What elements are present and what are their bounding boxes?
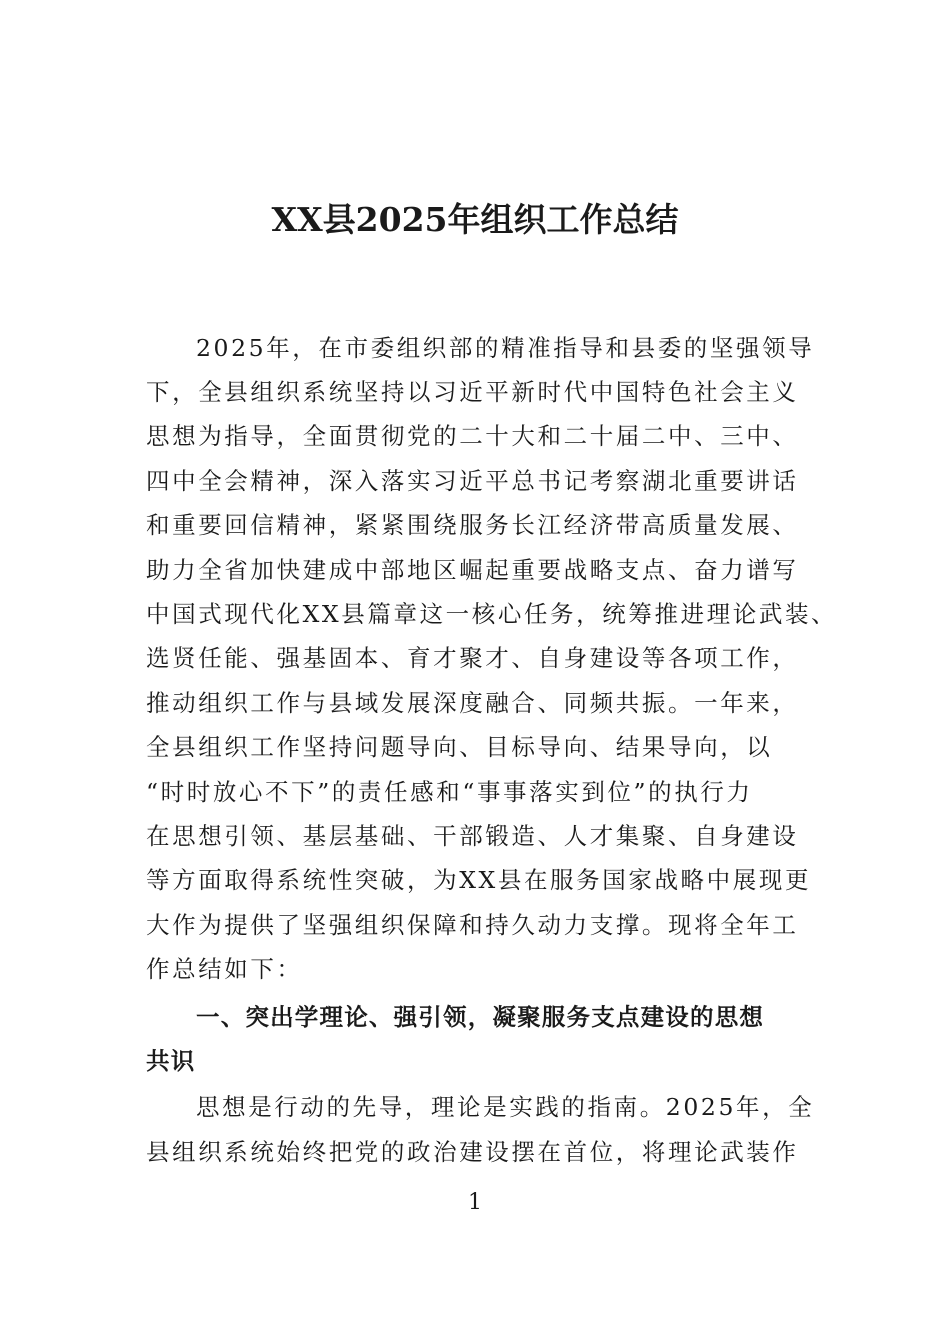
intro-line: 大作为提供了坚强组织保障和持久动力支撑。现将全年工 — [146, 911, 799, 939]
intro-line: 下，全县组织系统坚持以习近平新时代中国特色社会主义 — [146, 378, 799, 406]
intro-line: 作总结如下： — [146, 955, 303, 983]
intro-line: 助力全省加快建成中部地区崛起重要战略支点、奋力谱写 — [146, 556, 799, 584]
intro-line: 等方面取得系统性突破，为XX县在服务国家战略中展现更 — [146, 866, 812, 894]
intro-line: 四中全会精神，深入落实习近平总书记考察湖北重要讲话 — [146, 467, 799, 495]
intro-line: 2025年，在市委组织部的精准指导和县委的坚强领导 — [196, 334, 815, 362]
intro-line: 在思想引领、基层基础、干部锻造、人才集聚、自身建设 — [146, 822, 799, 850]
section-body-line: 思想是行动的先导，理论是实践的指南。2025年，全 — [196, 1093, 815, 1121]
intro-line: 思想为指导，全面贯彻党的二十大和二十届二中、三中、 — [146, 422, 799, 450]
document-title: XX县2025年组织工作总结 — [271, 200, 679, 239]
intro-line: 选贤任能、强基固本、育才聚才、自身建设等各项工作， — [146, 644, 799, 672]
section-heading-line: 一、突出学理论、强引领，凝聚服务支点建设的思想 — [196, 1003, 765, 1031]
section-heading-line: 共识 — [146, 1047, 196, 1075]
intro-line: 全县组织工作坚持问题导向、目标导向、结果导向，以 — [146, 733, 773, 761]
section-body-line: 县组织系统始终把党的政治建设摆在首位，将理论武装作 — [146, 1138, 799, 1166]
intro-line: 推动组织工作与县域发展深度融合、同频共振。一年来， — [146, 689, 799, 717]
page-number: 1 — [468, 1190, 482, 1215]
intro-line: 和重要回信精神，紧紧围绕服务长江经济带高质量发展、 — [146, 511, 799, 539]
intro-line: “时时放心不下”的责任感和“事事落实到位”的执行力 — [146, 778, 753, 806]
intro-line: 中国式现代化XX县篇章这一核心任务，统筹推进理论武装、 — [146, 600, 838, 628]
